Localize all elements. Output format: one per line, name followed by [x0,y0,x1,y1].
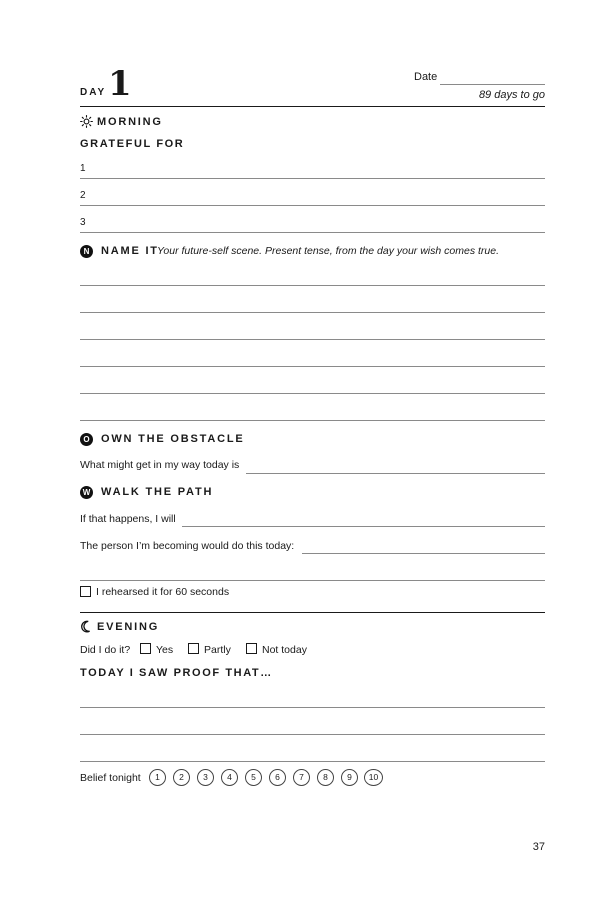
days-to-go: 89 days to go [478,89,545,101]
sun-icon [80,115,93,133]
moon-icon [80,620,92,638]
grateful-line-1[interactable] [80,178,545,179]
grateful-num-3: 3 [80,217,86,228]
belief-option-3[interactable]: 3 [197,769,214,786]
not-today-checkbox[interactable] [246,643,257,654]
belief-option-8[interactable]: 8 [317,769,334,786]
scene-line-1[interactable] [80,285,545,286]
did-label: Did I do it? [80,644,131,656]
evening-title: EVENING [97,621,160,633]
yes-label: Yes [156,644,174,656]
grateful-line-3[interactable] [80,232,545,233]
belief-option-4[interactable]: 4 [221,769,238,786]
proof-line-2[interactable] [80,734,545,735]
not-today-label: Not today [262,644,307,656]
scene-line-3[interactable] [80,339,545,340]
grateful-num-1: 1 [80,163,86,174]
day-label: DAY [80,87,107,98]
name-it-title: NAME IT [101,245,159,257]
rehearsed-checkbox[interactable] [80,586,91,597]
proof-title: TODAY I SAW PROOF THAT… [80,667,273,679]
yes-checkbox[interactable] [140,643,151,654]
walk-line-3[interactable] [80,580,545,581]
belief-label: Belief tonight [80,772,141,784]
obstacle-line[interactable] [246,473,545,474]
day-number: 1 [108,64,132,104]
partly-checkbox[interactable] [188,643,199,654]
header-rule [80,106,545,107]
walk-line-2[interactable] [302,553,545,554]
date-field[interactable] [440,84,545,85]
proof-line-3[interactable] [80,761,545,762]
belief-option-2[interactable]: 2 [173,769,190,786]
partly-label: Partly [204,644,231,656]
belief-option-1[interactable]: 1 [149,769,166,786]
obstacle-prompt: What might get in my way today is [80,459,240,471]
scene-line-2[interactable] [80,312,545,313]
date-label: Date [414,71,438,83]
belief-option-10[interactable]: 10 [364,769,383,786]
belief-option-5[interactable]: 5 [245,769,262,786]
walk-prompt-1: If that happens, I will [80,513,176,525]
grateful-line-2[interactable] [80,205,545,206]
walk-prompt-2: The person I’m becoming would do this today: [80,540,295,552]
scene-line-6[interactable] [80,420,545,421]
scene-line-5[interactable] [80,393,545,394]
obstacle-title: OWN THE OBSTACLE [101,433,245,445]
n-badge-icon: N [80,245,93,258]
page-number: 37 [532,841,545,853]
scene-line-4[interactable] [80,366,545,367]
evening-rule [80,612,545,613]
belief-option-7[interactable]: 7 [293,769,310,786]
proof-line-1[interactable] [80,707,545,708]
morning-title: MORNING [97,116,163,128]
belief-option-6[interactable]: 6 [269,769,286,786]
name-it-prompt: Your future-self scene. Present tense, from the day your wish comes true. [157,245,499,257]
walk-line-1[interactable] [182,526,545,527]
o-badge-icon: O [80,433,93,446]
walk-title: WALK THE PATH [101,486,214,498]
rehearsed-label: I rehearsed it for 60 seconds [96,586,230,598]
w-badge-icon: W [80,486,93,499]
grateful-title: GRATEFUL FOR [80,138,185,150]
belief-option-9[interactable]: 9 [341,769,358,786]
grateful-num-2: 2 [80,190,86,201]
